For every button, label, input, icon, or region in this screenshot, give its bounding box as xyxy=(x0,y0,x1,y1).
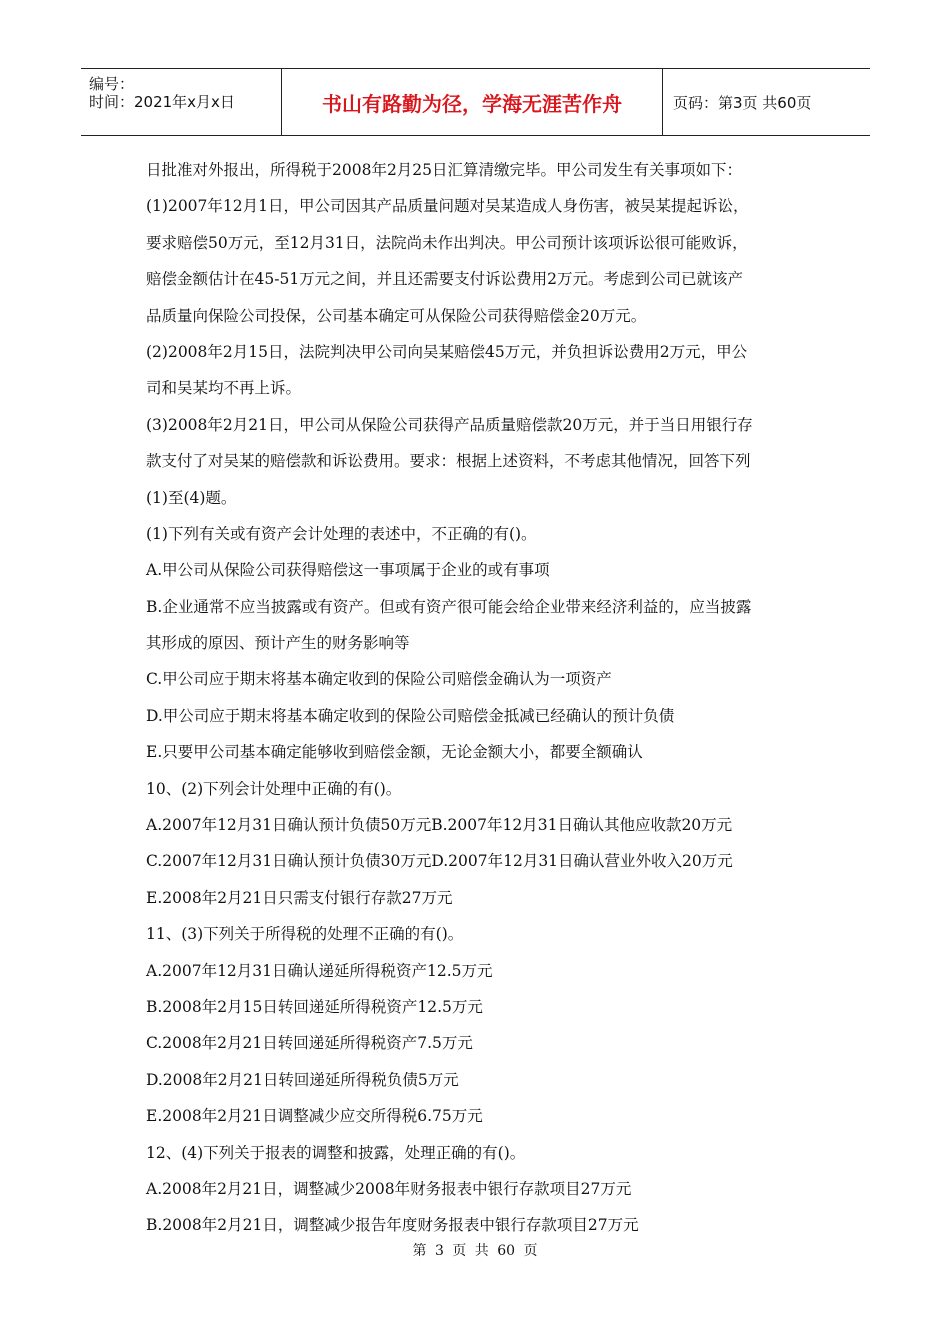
text-line: 司和吴某均不再上诉。 xyxy=(146,379,302,398)
text-line: 赔偿金额估计在45-51万元之间，并且还需要支付诉讼费用2万元。考虑到公司已就该产 xyxy=(146,270,744,289)
text-line: E.2008年2月21日只需支付银行存款27万元 xyxy=(146,888,453,907)
text-line: (1)下列有关或有资产会计处理的表述中，不正确的有()。 xyxy=(146,524,537,543)
text-line: 10、(2)下列会计处理中正确的有()。 xyxy=(146,779,402,798)
text-line: D.甲公司应于期末将基本确定收到的保险公司赔偿金抵减已经确认的预计负债 xyxy=(146,706,675,725)
doc-time-label: 时间：2021年x月x日 xyxy=(89,93,235,111)
text-line: D.2008年2月21日转回递延所得税负债5万元 xyxy=(146,1070,459,1089)
document-body xyxy=(146,152,806,1244)
text-line: B.企业通常不应当披露或有资产。但或有资产很可能会给企业带来经济利益的，应当披露 xyxy=(146,597,752,616)
text-line: (3)2008年2月21日，甲公司从保险公司获得产品质量赔偿款20万元，并于当日用银行存 xyxy=(146,415,753,434)
text-line: 款支付了对吴某的赔偿款和诉讼费用。要求：根据上述资料，不考虑其他情况，回答下列 xyxy=(146,452,751,471)
text-line: B.2008年2月15日转回递延所得税资产12.5万元 xyxy=(146,997,483,1016)
header-motto-cell xyxy=(281,69,663,135)
text-line: C.甲公司应于期末将基本确定收到的保险公司赔偿金确认为一项资产 xyxy=(146,670,612,689)
text-line: 11、(3)下列关于所得税的处理不正确的有()。 xyxy=(146,925,464,944)
header-page-info: 页码：第3页 共60页 xyxy=(673,93,812,112)
text-line: (1)至(4)题。 xyxy=(146,488,237,507)
text-line: A.2007年12月31日确认预计负债50万元B.2007年12月31日确认其他应收款20万元 xyxy=(146,816,733,835)
page-footer: 第 3 页 共 60 页 xyxy=(412,1243,538,1259)
text-line: (2)2008年2月15日，法院判决甲公司向吴某赔偿45万元，并负担诉讼费用2万元，甲公 xyxy=(146,342,748,361)
text-line: E.只要甲公司基本确定能够收到赔偿金额，无论金额大小，都要全额确认 xyxy=(146,743,643,762)
text-line: C.2007年12月31日确认预计负债30万元D.2007年12月31日确认营业外收入20万元 xyxy=(146,852,733,871)
text-line: 12、(4)下列关于报表的调整和披露，处理正确的有()。 xyxy=(146,1143,526,1162)
text-line: 品质量向保险公司投保，公司基本确定可从保险公司获得赔偿金20万元。 xyxy=(146,306,647,325)
doc-number-label: 编号： xyxy=(89,75,135,93)
text-line: B.2008年2月21日，调整减少报告年度财务报表中银行存款项目27万元 xyxy=(146,1216,639,1235)
text-line: (1)2007年12月1日，甲公司因其产品质量问题对吴某造成人身伤害，被吴某提起诉讼， xyxy=(146,197,749,216)
text-line: A.甲公司从保险公司获得赔偿这一事项属于企业的或有事项 xyxy=(146,561,550,580)
text-line: 其形成的原因、预计产生的财务影响等 xyxy=(146,634,410,653)
text-line: C.2008年2月21日转回递延所得税资产7.5万元 xyxy=(146,1034,473,1053)
header-motto: 书山有路勤为径，学海无涯苦作舟 xyxy=(322,91,622,116)
page-header xyxy=(81,68,870,136)
header-meta xyxy=(81,69,281,135)
text-line: 日批准对外报出，所得税于2008年2月25日汇算清缴完毕。甲公司发生有关事项如下： xyxy=(146,161,743,179)
text-line: E.2008年2月21日调整减少应交所得税6.75万元 xyxy=(146,1107,483,1126)
text-line: A.2008年2月21日，调整减少2008年财务报表中银行存款项目27万元 xyxy=(146,1179,632,1198)
text-line: A.2007年12月31日确认递延所得税资产12.5万元 xyxy=(146,961,493,980)
text-line: 要求赔偿50万元，至12月31日，法院尚未作出判决。甲公司预计该项诉讼很可能败诉， xyxy=(146,233,748,252)
